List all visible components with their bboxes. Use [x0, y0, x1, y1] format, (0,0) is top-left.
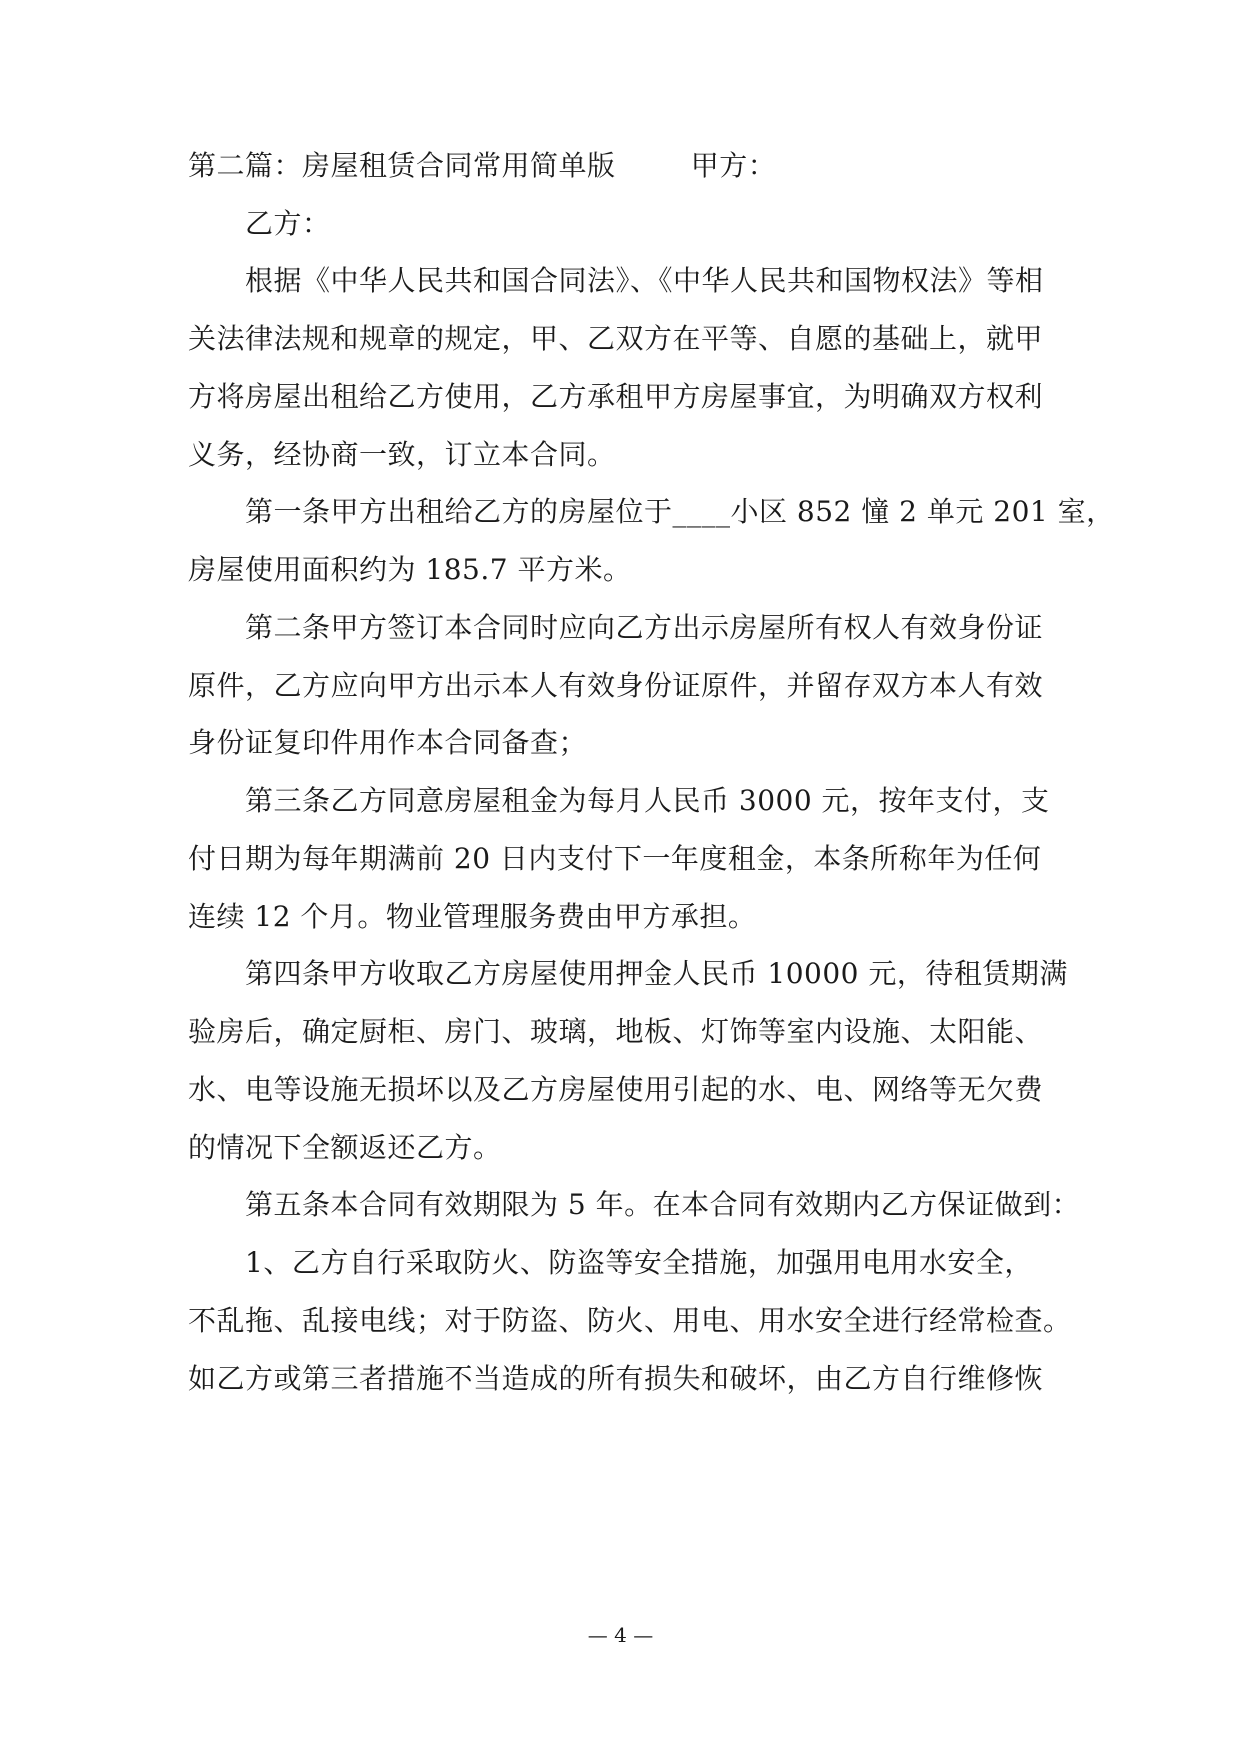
paragraph-line: 原件，乙方应向甲方出示本人有效身份证原件，并留存双方本人有效 [188, 669, 1044, 702]
paragraph-line: 身份证复印件用作本合同备查； [188, 726, 588, 759]
paragraph-line: 义务，经协商一致，订立本合同。 [188, 438, 616, 471]
paragraph-line: 不乱拖、乱接电线；对于防盗、防火、用电、用水安全进行经常检查。 [188, 1304, 1072, 1337]
page-number: — 4 — [587, 1623, 654, 1647]
paragraph-line: 验房后，确定厨柜、房门、玻璃，地板、灯饰等室内设施、太阳能、 [188, 1015, 1044, 1048]
paragraph-line: 连续 12 个月。物业管理服务费由甲方承担。 [188, 900, 757, 933]
paragraph-line: 水、电等设施无损坏以及乙方房屋使用引起的水、电、网络等无欠费 [188, 1073, 1044, 1106]
party-b-line: 乙方： [245, 207, 331, 240]
paragraph-line: 根据《中华人民共和国合同法》、《中华人民共和国物权法》等相 [245, 264, 1044, 297]
paragraph-line: 第五条本合同有效期限为 5 年。在本合同有效期内乙方保证做到： [245, 1188, 1081, 1221]
heading-line: 第二篇：房屋租赁合同常用简单版 甲方： [188, 149, 777, 182]
paragraph-line: 房屋使用面积约为 185.7 平方米。 [188, 553, 632, 586]
paragraph-line: 付日期为每年期满前 20 日内支付下一年度租金，本条所称年为任何 [188, 842, 1042, 875]
paragraph-line: 第三条乙方同意房屋租金为每月人民币 3000 元，按年支付，支 [245, 784, 1050, 817]
paragraph-line: 如乙方或第三者措施不当造成的所有损失和破坏，由乙方自行维修恢 [188, 1362, 1044, 1395]
paragraph-line: 第二条甲方签订本合同时应向乙方出示房屋所有权人有效身份证 [245, 611, 1044, 644]
paragraph-line: 第一条甲方出租给乙方的房屋位于____小区 852 憧 2 单元 201 室， [245, 495, 1115, 528]
paragraph-line: 的情况下全额返还乙方。 [188, 1131, 502, 1164]
paragraph-line: 关法律法规和规章的规定，甲、乙双方在平等、自愿的基础上，就甲 [188, 322, 1044, 355]
paragraph-line: 1、乙方自行采取防火、防盗等安全措施，加强用电用水安全， [245, 1246, 1033, 1279]
paragraph-line: 方将房屋出租给乙方使用，乙方承租甲方房屋事宜，为明确双方权利 [188, 380, 1044, 413]
paragraph-line: 第四条甲方收取乙方房屋使用押金人民币 10000 元，待租赁期满 [245, 957, 1068, 990]
